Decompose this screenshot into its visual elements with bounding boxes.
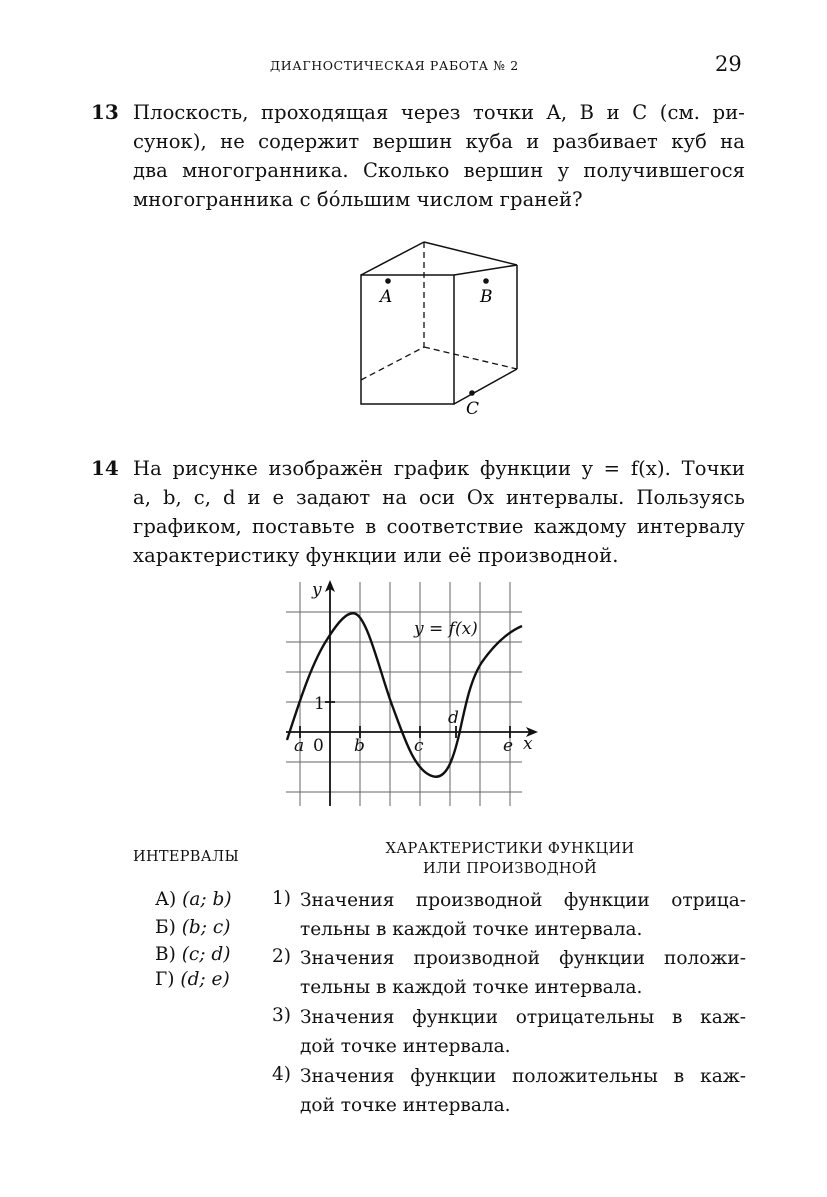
- page-number: 29: [715, 52, 742, 76]
- interval-item: [155, 889, 232, 910]
- problem-14-line-2: a, b, c, d и e задают на оси Ox интервалы. Пользуясь: [133, 486, 745, 509]
- cube-hidden-edge-left: [361, 347, 424, 380]
- characteristic-line: Значения производной функции положи-: [300, 948, 746, 969]
- origin-label: 0: [313, 736, 324, 756]
- characteristic-line: Значения функции отрицательны в каж-: [300, 1007, 746, 1028]
- characteristic-text: [300, 1003, 746, 1061]
- problem-13-text: [133, 98, 745, 214]
- problem-14-text: [133, 454, 745, 570]
- problem-14-line-4: характеристику функции или её производной.: [133, 544, 619, 567]
- y-axis-label: y: [312, 580, 322, 600]
- problem-14-number: 14: [91, 456, 119, 480]
- cube-point-a: [385, 278, 391, 284]
- interval-label: А): [155, 889, 177, 910]
- characteristic-text: [300, 1062, 746, 1120]
- problem-13-line-4: многогранника с бóльшим числом граней?: [133, 188, 583, 211]
- cube-label-c: C: [466, 399, 480, 419]
- interval-value: (d; e): [180, 969, 230, 990]
- interval-label: Б): [155, 917, 176, 938]
- characteristics-header-line-2: ИЛИ ПРОИЗВОДНОЙ: [423, 861, 597, 877]
- interval-value: (a; b): [182, 889, 232, 910]
- characteristic-number: 3): [272, 1005, 291, 1026]
- point-e-label: e: [503, 736, 514, 756]
- function-graph: [280, 575, 540, 810]
- characteristic-number: 1): [272, 888, 291, 909]
- interval-value: (c; d): [181, 944, 231, 965]
- interval-label: В): [155, 944, 176, 965]
- running-header: ДИАГНОСТИЧЕСКАЯ РАБОТА № 2: [270, 58, 519, 73]
- intervals-header: ИНТЕРВАЛЫ: [133, 849, 240, 865]
- characteristic-line: Значения производной функции отрица-: [300, 890, 746, 911]
- characteristic-line: Значения функции положительны в каж-: [300, 1066, 746, 1087]
- problem-13-line-2: сунок), не содержит вершин куба и разбивает куб на: [133, 130, 745, 153]
- cube-front-face: [361, 275, 454, 404]
- cube-point-b: [483, 278, 489, 284]
- characteristic-line: дой точке интервала.: [300, 1095, 511, 1116]
- problem-13-number: 13: [91, 100, 119, 124]
- interval-item: [155, 944, 230, 965]
- interval-item: [155, 969, 230, 990]
- characteristic-line: дой точке интервала.: [300, 1036, 511, 1057]
- cube-label-b: B: [480, 287, 493, 307]
- cube-figure: [350, 232, 530, 422]
- characteristic-text: [300, 886, 746, 944]
- point-b-label: b: [354, 736, 365, 756]
- cube-point-c: [469, 390, 475, 396]
- characteristic-text: [300, 944, 746, 1002]
- characteristic-line: тельны в каждой точке интервала.: [300, 919, 643, 940]
- characteristic-number: 2): [272, 946, 291, 967]
- problem-14-line-1: На рисунке изображён график функции y = f(x). Точки: [133, 457, 745, 480]
- point-c-label: c: [414, 736, 424, 756]
- cube-label-a: A: [380, 287, 393, 307]
- point-d-label: d: [448, 708, 459, 728]
- problem-13-line-1: Плоскость, проходящая через точки A, B и C (см. ри-: [133, 101, 745, 124]
- characteristic-number: 4): [272, 1064, 291, 1085]
- problem-13-line-3: два многогранника. Сколько вершин у получившегося: [133, 159, 745, 182]
- interval-label: Г): [155, 969, 175, 990]
- characteristics-header-line-1: ХАРАКТЕРИСТИКИ ФУНКЦИИ: [385, 841, 635, 857]
- interval-value: (b; c): [181, 917, 231, 938]
- curve-label: y = f(x): [414, 619, 478, 639]
- characteristic-line: тельны в каждой точке интервала.: [300, 977, 643, 998]
- point-a-label: a: [294, 736, 305, 756]
- unit-label: 1: [314, 694, 325, 714]
- x-axis-label: x: [523, 734, 533, 754]
- problem-14-line-3: графиком, поставьте в соответствие каждому интервалу: [133, 515, 745, 538]
- interval-item: [155, 917, 230, 938]
- cube-hidden-edge-right: [424, 347, 517, 369]
